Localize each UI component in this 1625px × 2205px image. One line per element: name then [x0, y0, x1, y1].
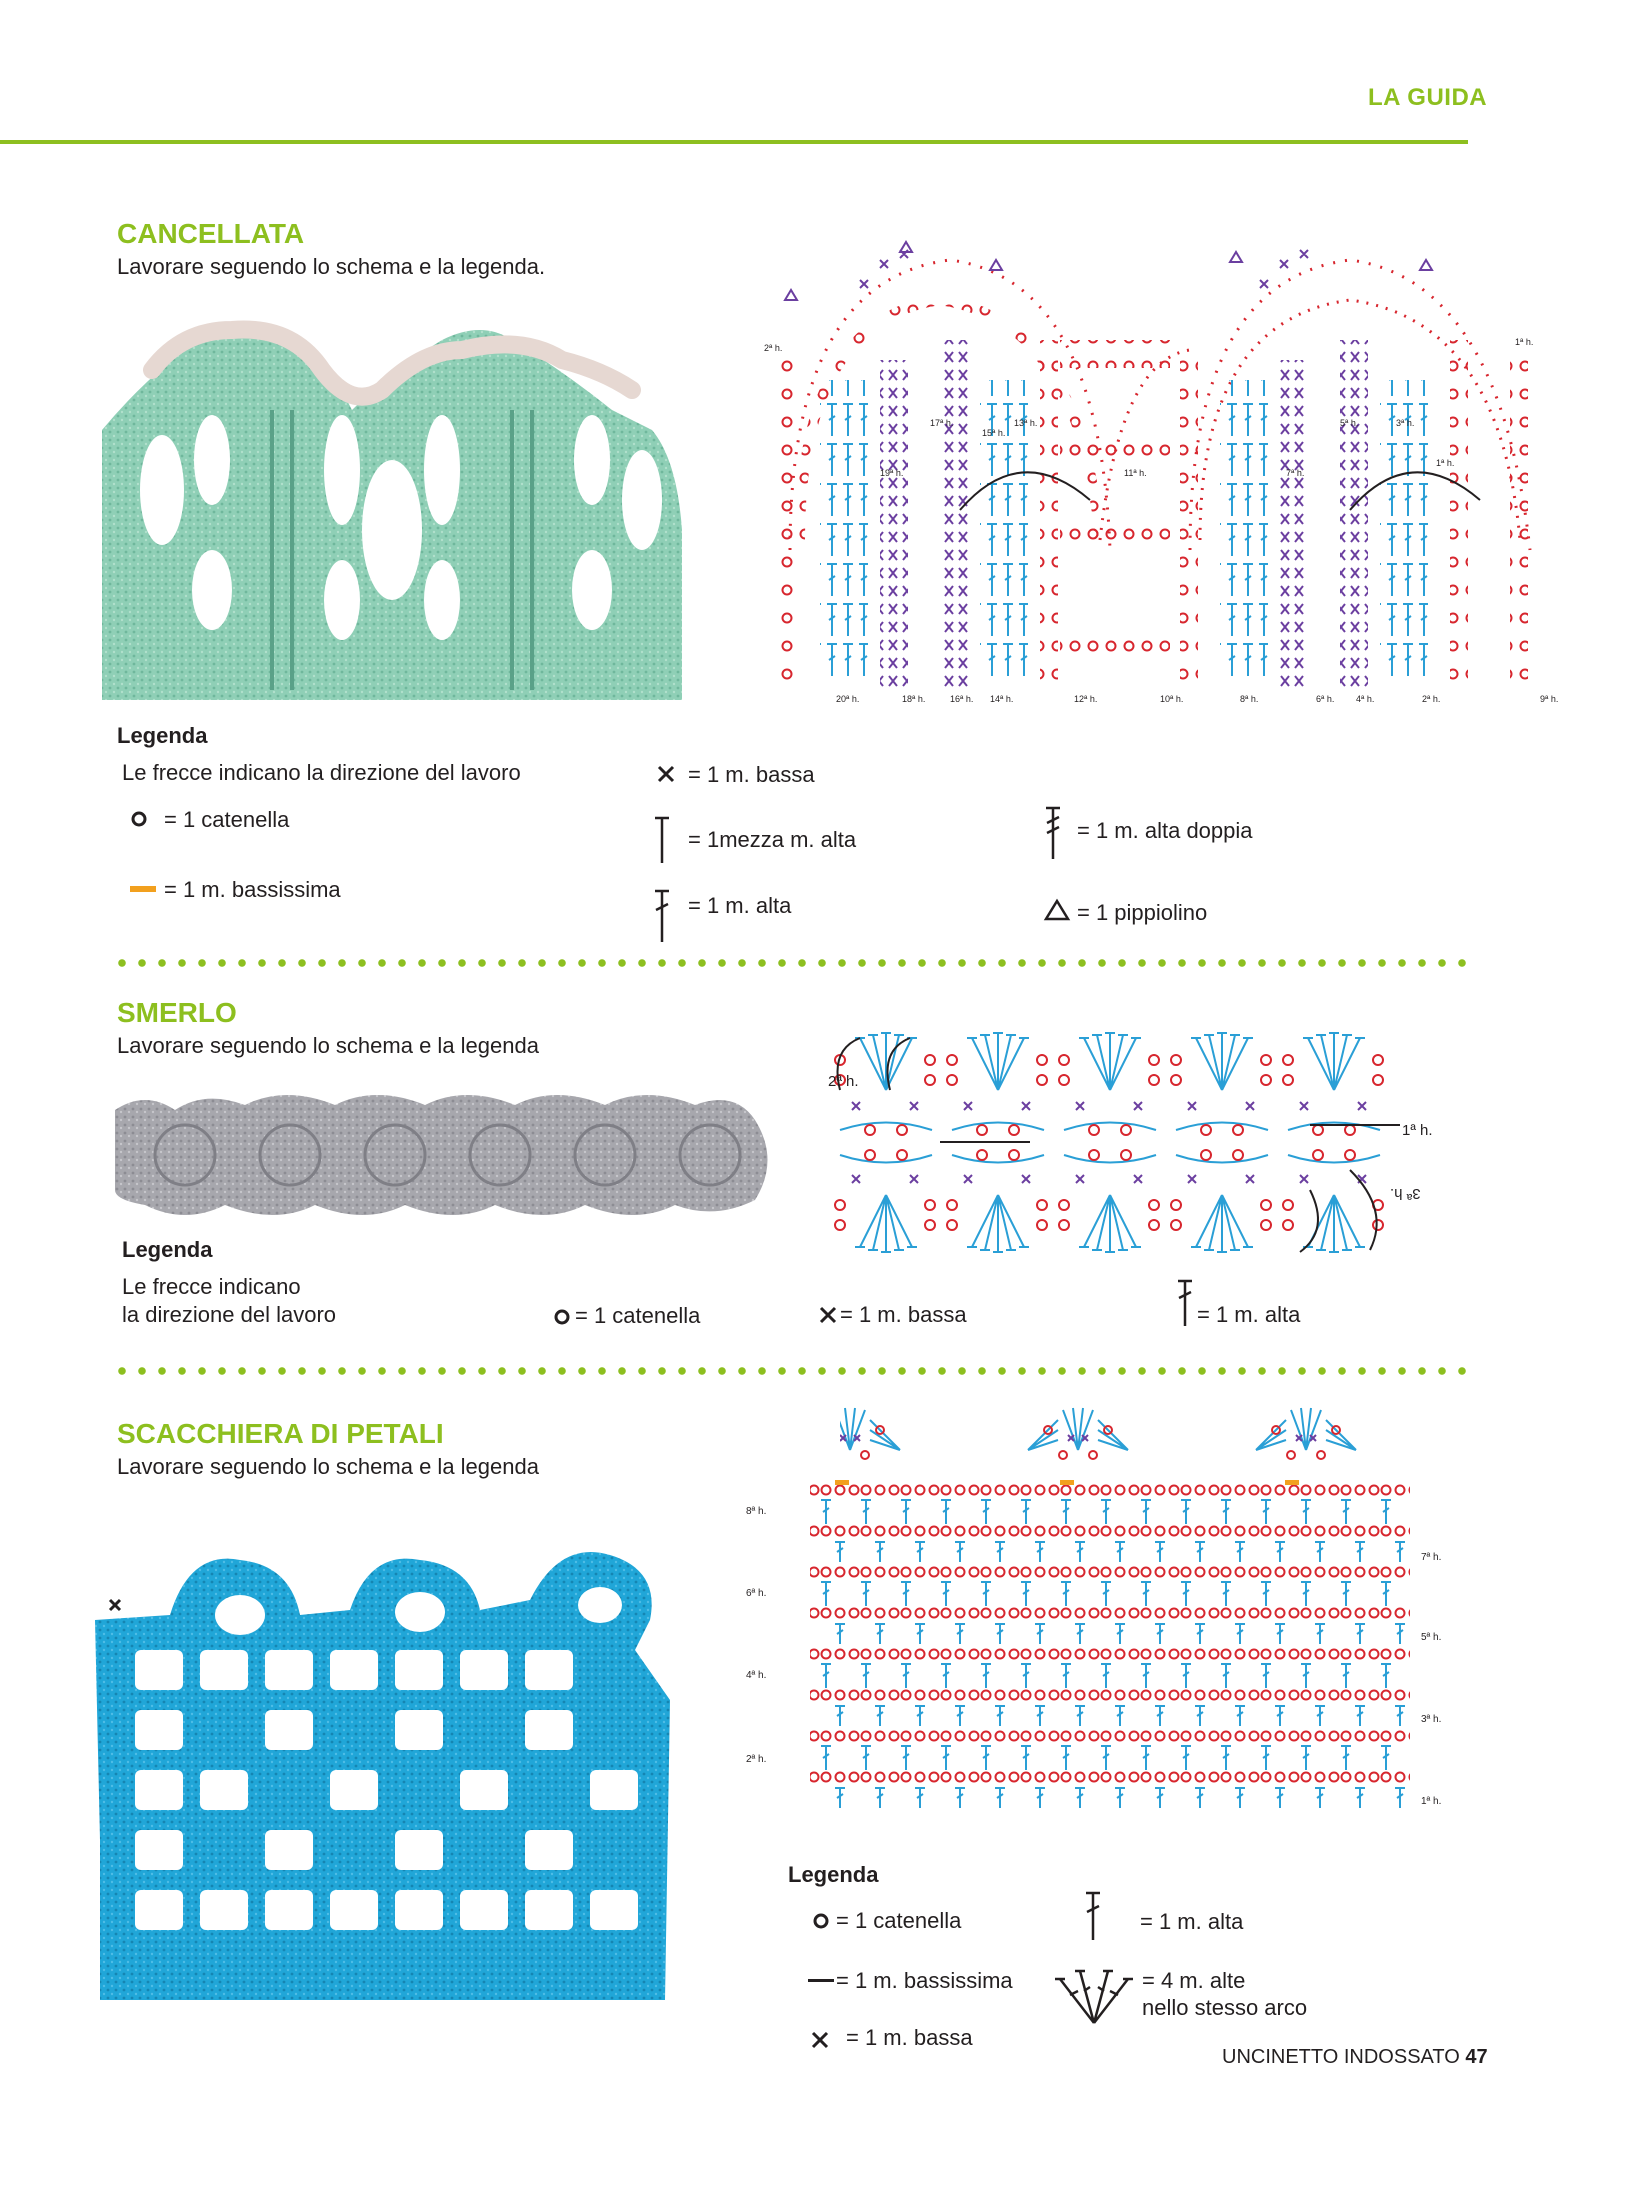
- row-label: 8ª h.: [746, 1506, 767, 1517]
- scacchiera-chart: [780, 1400, 1440, 1850]
- row-label: 6ª h.: [1316, 694, 1335, 704]
- row-label: 15ª h.: [982, 428, 1006, 438]
- legend-title: Legenda: [788, 1862, 879, 1887]
- legend-arrows: Le frecce indicano: [122, 1274, 301, 1299]
- page-number: 47: [1465, 2046, 1488, 2068]
- row-label: 4ª h.: [1356, 694, 1375, 704]
- row-label: 5ª h.: [1340, 418, 1359, 428]
- slip-stitch-icon: [808, 1979, 834, 1982]
- row-label: 11ª h.: [1124, 468, 1147, 478]
- legend-arrows: la direzione del lavoro: [122, 1302, 337, 1327]
- scacchiera-photo: [90, 1540, 730, 2010]
- row-label: 5ª h.: [1421, 1632, 1442, 1643]
- row-label: 2ª h.: [764, 343, 783, 353]
- section-tag: LA GUIDA: [1368, 84, 1488, 111]
- legend-hdc: = 1mezza m. alta: [688, 827, 857, 852]
- row-label: 3ª h.: [1390, 1185, 1421, 1202]
- legend-chain: = 1 catenella: [575, 1303, 701, 1328]
- dc-icon: [1083, 1890, 1103, 1942]
- row-label: 3ª h.: [1421, 1714, 1442, 1725]
- legend-arrows: Le frecce indicano la direzione del lavoro: [122, 760, 521, 785]
- legend-sc: = 1 m. bassa: [840, 1302, 967, 1327]
- row-label: 9ª h.: [1540, 694, 1559, 704]
- magazine-name: UNCINETTO INDOSSATO: [1222, 2046, 1460, 2068]
- tr-icon: [1043, 805, 1063, 861]
- row-label: 13ª h.: [1014, 418, 1038, 428]
- row-label: 16ª h.: [950, 694, 974, 704]
- legend-picot: = 1 pippiolino: [1077, 900, 1208, 925]
- sc-icon: [818, 1305, 838, 1325]
- legend-slip: = 1 m. bassissima: [836, 1968, 1013, 1993]
- sc-icon: [656, 764, 676, 784]
- section-subtitle-scacchiera: Lavorare seguendo lo schema e la legenda: [117, 1454, 539, 1479]
- row-label: 2ª h.: [828, 1073, 859, 1090]
- row-label: 1ª h.: [1515, 337, 1534, 347]
- picot-icon: [1043, 898, 1071, 922]
- dc-icon: [1175, 1278, 1195, 1328]
- row-label: 2ª h.: [1422, 694, 1441, 704]
- legend-dc: = 1 m. alta: [688, 893, 792, 918]
- legend-cluster: = 4 m. alte: [1142, 1968, 1246, 1993]
- row-label: 4ª h.: [746, 1670, 767, 1681]
- chain-icon: [812, 1912, 830, 1930]
- row-label: 3ª h.: [1396, 418, 1415, 428]
- section-divider: [112, 958, 1472, 968]
- row-label: 7ª h.: [1286, 468, 1305, 478]
- section-title-scacchiera: SCACCHIERA DI PETALI: [117, 1418, 444, 1449]
- cancellata-photo: [92, 310, 732, 710]
- row-label: 10ª h.: [1160, 694, 1184, 704]
- row-label: 7ª h.: [1421, 1552, 1442, 1563]
- row-label: 8ª h.: [1240, 694, 1259, 704]
- row-label: 19ª h.: [880, 468, 904, 478]
- smerlo-chart: [830, 1030, 1430, 1255]
- row-label: 17ª h.: [930, 418, 954, 428]
- row-label: 20ª h.: [836, 694, 860, 704]
- section-divider: [112, 1366, 1472, 1376]
- legend-title: Legenda: [117, 723, 208, 748]
- smerlo-photo: [115, 1090, 775, 1220]
- row-label: 1ª h.: [1421, 1796, 1442, 1807]
- section-subtitle-smerlo: Lavorare seguendo lo schema e la legenda: [117, 1033, 539, 1058]
- section-title-cancellata: CANCELLATA: [117, 218, 305, 249]
- section-title-smerlo: SMERLO: [117, 997, 237, 1028]
- legend-tr: = 1 m. alta doppia: [1077, 818, 1253, 843]
- cluster-icon: [1052, 1965, 1136, 2027]
- row-label: 12ª h.: [1074, 694, 1098, 704]
- legend-title: Legenda: [122, 1237, 213, 1262]
- row-label: 6ª h.: [746, 1588, 767, 1599]
- header-rule: [0, 140, 1468, 144]
- legend-dc: = 1 m. alta: [1140, 1909, 1244, 1934]
- legend-chain: = 1 catenella: [164, 807, 290, 832]
- slip-stitch-icon: [130, 886, 156, 892]
- dc-icon: [652, 888, 672, 944]
- legend-chain: = 1 catenella: [836, 1908, 962, 1933]
- legend-slip: = 1 m. bassissima: [164, 877, 341, 902]
- row-label: 18ª h.: [902, 694, 926, 704]
- page-footer: [1222, 2046, 1488, 2069]
- row-label: 14ª h.: [990, 694, 1014, 704]
- legend-sc: = 1 m. bassa: [688, 762, 815, 787]
- row-label: 1ª h.: [1436, 458, 1455, 468]
- hdc-icon: [652, 815, 672, 865]
- chain-icon: [130, 810, 148, 828]
- row-label: 2ª h.: [746, 1754, 767, 1765]
- chain-icon: [553, 1308, 571, 1326]
- row-label: 1ª h.: [1402, 1122, 1433, 1139]
- legend-dc: = 1 m. alta: [1197, 1302, 1301, 1327]
- legend-cluster: nello stesso arco: [1142, 1995, 1308, 2020]
- sc-icon: [810, 2030, 830, 2050]
- section-subtitle-cancellata: Lavorare seguendo lo schema e la legenda.: [117, 254, 546, 279]
- legend-sc: = 1 m. bassa: [846, 2025, 973, 2050]
